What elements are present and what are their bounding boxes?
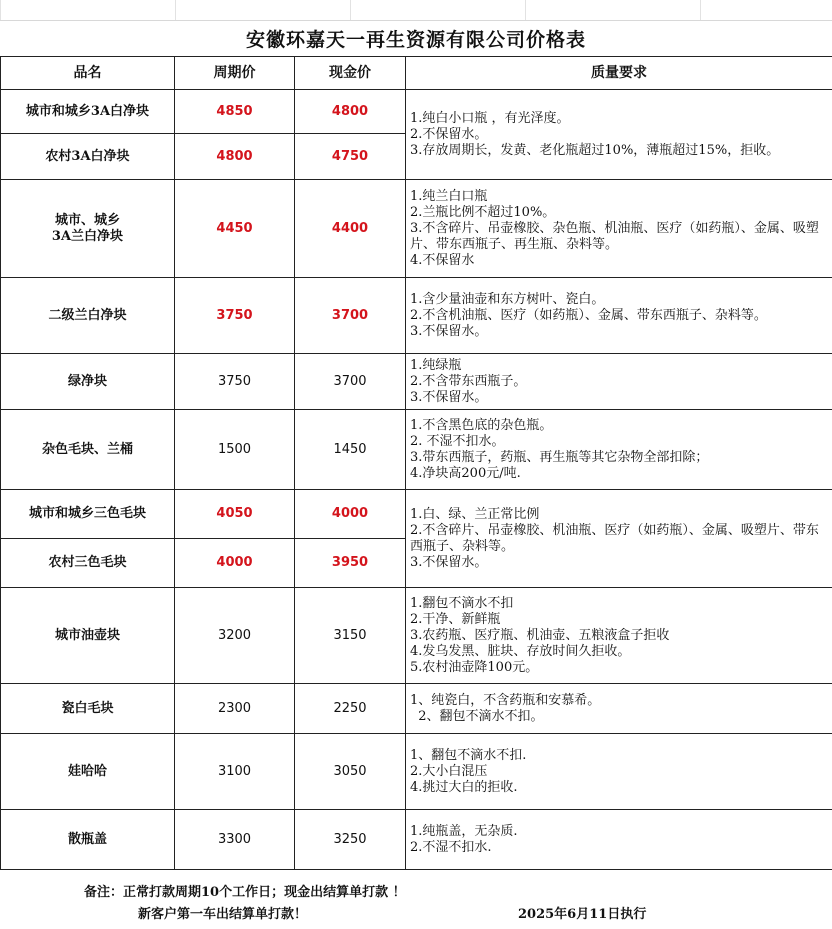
quality-requirements: [406, 588, 832, 684]
quality-requirements: [406, 180, 832, 278]
product-name: 绿净块: [1, 354, 175, 410]
table-row: [1, 588, 832, 684]
req-line: 4.发乌发黑、脏块、存放时间久拒收。: [410, 643, 631, 659]
product-name: 杂色毛块、兰桶: [1, 410, 175, 490]
cycle-price: 3100: [175, 734, 295, 810]
req-line: 2. 不湿不扣水。: [410, 433, 505, 449]
cash-price: 3050: [295, 734, 406, 810]
req-line: 2.大小白混压: [410, 763, 488, 779]
table-row: [1, 490, 832, 539]
req-line: 2.不含碎片、吊壶橡胶、机油瓶、医疗（如药瓶）、金属、吸塑片、带东西瓶子、杂料等。: [410, 522, 819, 554]
cash-price: 3700: [295, 354, 406, 410]
cash-price: 4800: [295, 90, 406, 134]
cycle-price: 4000: [175, 539, 295, 588]
table-row: [1, 90, 832, 134]
req-line: 1.纯白小口瓶 ，有光泽度。: [410, 110, 570, 126]
quality-requirements: [406, 490, 832, 588]
cycle-price: 4850: [175, 90, 295, 134]
table-row: [1, 278, 832, 354]
req-line: 3.不含碎片、吊壶橡胶、杂色瓶、机油瓶、医疗（如药瓶）、金属、吸塑片、带东西瓶子、再生瓶、杂料等。: [410, 220, 819, 252]
req-line: 1、纯瓷白，不含药瓶和安慕希。: [410, 692, 601, 708]
header-cycle-price: 周期价: [175, 57, 295, 90]
header-cash-price: 现金价: [295, 57, 406, 90]
req-line: 2.干净、新鲜瓶: [410, 611, 501, 627]
cash-price: 4750: [295, 134, 406, 180]
req-line: 3.存放周期长，发黄、老化瓶超过10%，薄瓶超过15%，拒收。: [410, 142, 780, 158]
header-quality: 质量要求: [406, 57, 832, 90]
product-name: 散瓶盖: [1, 810, 175, 870]
quality-requirements: [406, 90, 832, 180]
product-name-line2: 3A兰白净块: [51, 228, 124, 244]
cycle-price: 2300: [175, 684, 295, 734]
cycle-price: 3200: [175, 588, 295, 684]
spreadsheet-gridlines: [0, 0, 832, 21]
cash-price: 4400: [295, 180, 406, 278]
table-row: [1, 734, 832, 810]
cash-price: 4000: [295, 490, 406, 539]
product-name: 娃哈哈: [1, 734, 175, 810]
quality-requirements: [406, 410, 832, 490]
req-line: 1.白、绿、兰正常比例: [410, 506, 540, 522]
product-name: 瓷白毛块: [1, 684, 175, 734]
quality-requirements: [406, 278, 832, 354]
cash-price: 2250: [295, 684, 406, 734]
req-line: 3.不保留水。: [410, 323, 488, 339]
table-row: [1, 410, 832, 490]
footer-notes: [0, 873, 832, 929]
req-line: 4.不保留水: [410, 252, 475, 268]
cash-price: 3150: [295, 588, 406, 684]
req-line: 3.不保留水。: [410, 389, 488, 405]
table-row: [1, 180, 832, 278]
req-line: 5.农村油壶降100元。: [410, 659, 539, 675]
req-line: 3.带东西瓶子，药瓶、再生瓶等其它杂物全部扣除；: [410, 449, 709, 465]
cycle-price: 4050: [175, 490, 295, 539]
product-name: 城市和城乡三色毛块: [1, 490, 175, 539]
quality-requirements: [406, 354, 832, 410]
req-line: 2.不保留水。: [410, 126, 488, 142]
req-line: 2.兰瓶比例不超过10%。: [410, 204, 556, 220]
cash-price: 3700: [295, 278, 406, 354]
table-header-row: [1, 57, 832, 90]
cycle-price: 3300: [175, 810, 295, 870]
product-name: 农村3A白净块: [1, 134, 175, 180]
product-name: 农村三色毛块: [1, 539, 175, 588]
product-name-line1: 城市、城乡: [54, 212, 120, 228]
cash-price: 1450: [295, 410, 406, 490]
req-line: 3.农药瓶、医疗瓶、机油壶、五粮液盒子拒收: [410, 627, 670, 643]
quality-requirements: [406, 684, 832, 734]
cycle-price: 3750: [175, 278, 295, 354]
cycle-price: 4800: [175, 134, 295, 180]
req-line: 2、翻包不滴水不扣。: [410, 708, 544, 724]
req-line: 1.含少量油壶和东方树叶、瓷白。: [410, 291, 605, 307]
product-name: 城市和城乡3A白净块: [1, 90, 175, 134]
table-row: [1, 684, 832, 734]
cash-price: 3250: [295, 810, 406, 870]
req-line: 3.不保留水。: [410, 554, 488, 570]
header-name: 品名: [1, 57, 175, 90]
cycle-price: 1500: [175, 410, 295, 490]
product-name: [1, 180, 175, 278]
page-title: 安徽环嘉天一再生资源有限公司价格表: [245, 28, 586, 51]
effective-date: 2025年6月11日执行: [518, 907, 647, 922]
price-table: [0, 56, 832, 870]
req-line: 1.纯瓶盖，无杂质.: [410, 823, 518, 839]
quality-requirements: [406, 734, 832, 810]
quality-requirements: [406, 810, 832, 870]
req-line: 2.不湿不扣水.: [410, 839, 492, 855]
req-line: 1.纯绿瓶: [410, 357, 462, 373]
cycle-price: 4450: [175, 180, 295, 278]
cycle-price: 3750: [175, 354, 295, 410]
req-line: 4.挑过大白的拒收.: [410, 779, 518, 795]
req-line: 2.不含机油瓶、医疗（如药瓶）、金属、带东西瓶子、杂料等。: [410, 307, 767, 323]
table-row: [1, 810, 832, 870]
payment-note: 备注：正常打款周期10个工作日；现金出结算单打款 ！: [84, 885, 406, 900]
req-line: 1、翻包不滴水不扣.: [410, 747, 527, 763]
req-line: 4.净块高200元/吨.: [410, 465, 521, 481]
table-row: [1, 354, 832, 410]
req-line: 2.不含带东西瓶子。: [410, 373, 527, 389]
new-customer-note: 新客户第一车出结算单打款！: [138, 907, 308, 922]
req-line: 1.不含黑色底的杂色瓶。: [410, 417, 553, 433]
product-name: 城市油壶块: [1, 588, 175, 684]
product-name: 二级兰白净块: [1, 278, 175, 354]
cash-price: 3950: [295, 539, 406, 588]
req-line: 1.翻包不滴水不扣: [410, 595, 514, 611]
req-line: 1.纯兰白口瓶: [410, 188, 488, 204]
